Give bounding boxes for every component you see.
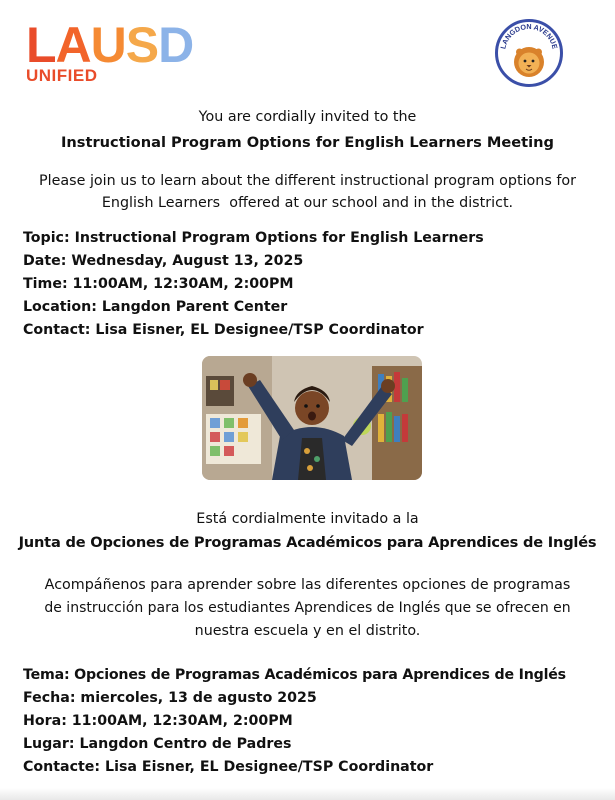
detail-location: Location: Langdon Parent Center <box>23 299 288 315</box>
invite-line-es: Está cordialmente invitado a la <box>196 511 419 527</box>
logo-letter-l: L <box>26 17 56 73</box>
detail-contact: Contact: Lisa Eisner, EL Designee/TSP Coordinator <box>23 322 424 338</box>
description-line-2: English Learners offered at our school and in the district. <box>101 195 514 211</box>
detail-date: Date: Wednesday, August 13, 2025 <box>23 253 304 269</box>
meeting-details-es <box>23 664 603 779</box>
description-line-3-es: nuestra escuela y en el distrito. <box>194 623 421 639</box>
description-line-1: Please join us to learn about the different instructional program options for <box>39 173 576 189</box>
meeting-title-es: Junta de Opciones de Programas Académicos para Aprendices de Inglés <box>18 534 597 551</box>
logo-letter-a: A <box>55 17 91 73</box>
description-line-2-es: de instrucción para los estudiantes Aprendices de Inglés que se ofrecen en <box>44 600 571 616</box>
detail-date-es: Fecha: miercoles, 13 de agusto 2025 <box>23 690 317 706</box>
invite-line: You are cordially invited to the <box>198 109 417 125</box>
lion-icon <box>514 47 544 77</box>
detail-time: Time: 11:00AM, 12:30AM, 2:00PM <box>23 276 294 292</box>
logo-unified: UNIFIED <box>26 66 98 85</box>
detail-time-es: Hora: 11:00AM, 12:30AM, 2:00PM <box>23 713 293 729</box>
badge-text: LANGDON AVENUE <box>498 22 560 50</box>
page-bottom-edge <box>0 788 615 800</box>
detail-topic: Topic: Instructional Program Options for English Learners <box>23 230 484 246</box>
meeting-title: Instructional Program Options for English Learners Meeting <box>60 134 554 151</box>
langdon-avenue-badge <box>495 19 563 87</box>
detail-location-es: Lugar: Langdon Centro de Padres <box>23 736 292 752</box>
detail-topic-es: Tema: Opciones de Programas Académicos para Aprendices de Inglés <box>23 667 566 683</box>
logo-letter-u: U <box>90 17 126 73</box>
meeting-details <box>23 227 603 342</box>
description-line-1-es: Acompáñenos para aprender sobre las diferentes opciones de programas <box>44 577 571 593</box>
child-photo <box>202 356 422 480</box>
logo-letter-d: D <box>158 17 194 73</box>
lausd-logo <box>26 17 216 85</box>
detail-contact-es: Contacte: Lisa Eisner, EL Designee/TSP Coordinator <box>23 759 434 775</box>
logo-letter-s: S <box>125 17 159 73</box>
